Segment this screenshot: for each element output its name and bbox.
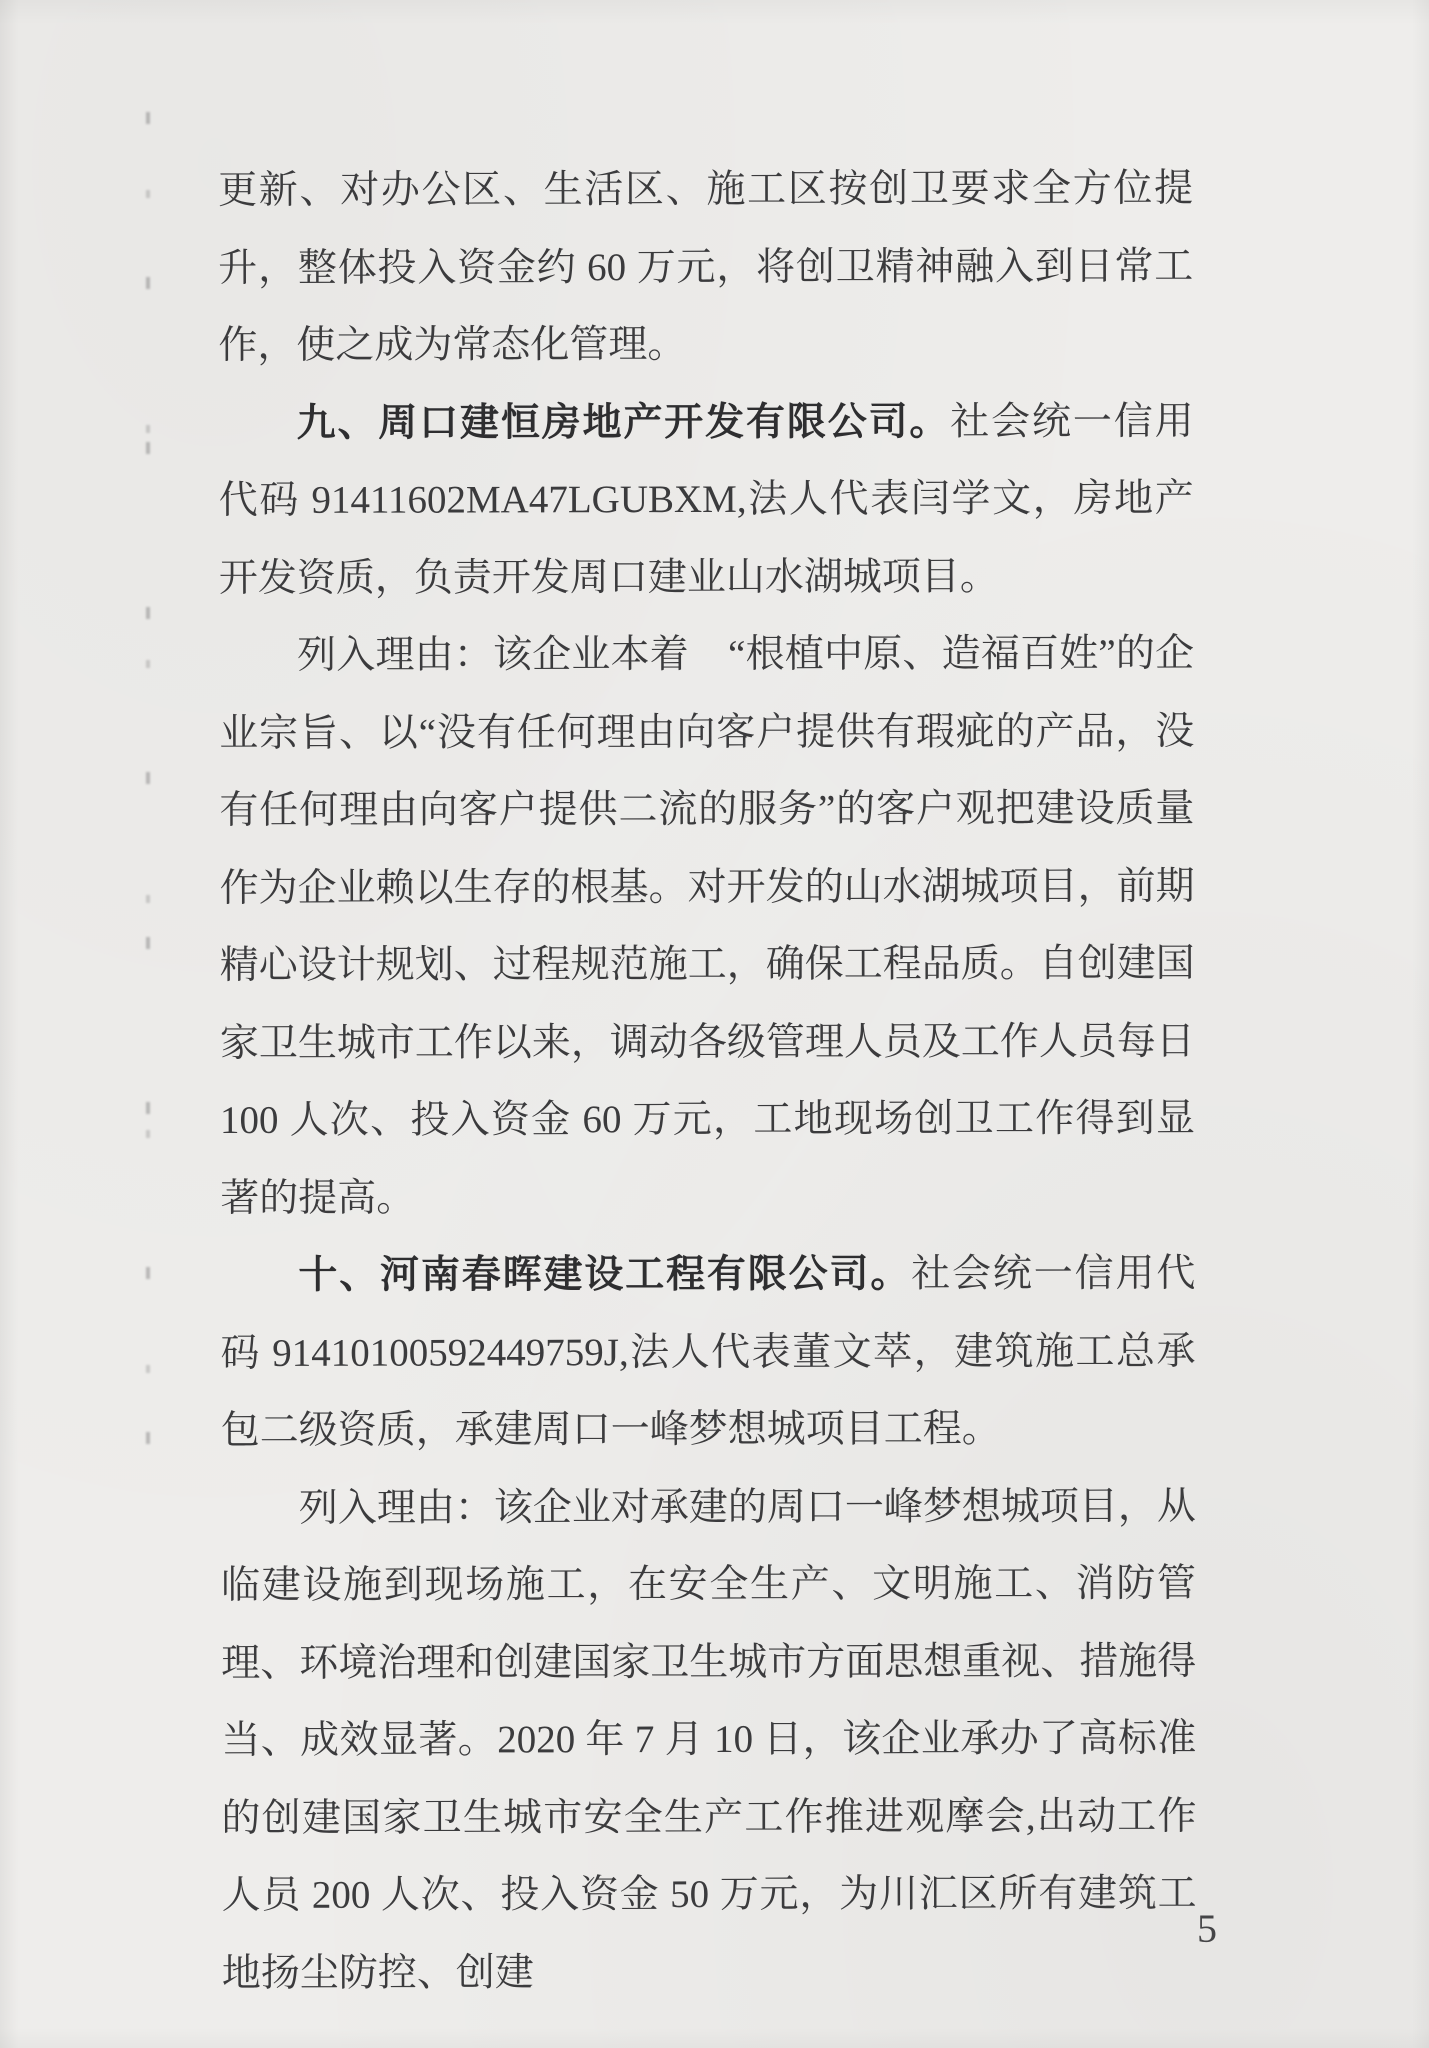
company-10-heading: 十、河南春晖建设工程有限公司。 — [298, 1252, 912, 1297]
paragraph-text: 列入理由：该企业本着 “根植中原、造福百姓”的企业宗旨、以“没有任何理由向客户提供有瑕疵的产品，没有任何理由向客户提供二流的服务”的客户观把建设质量作为企业赖以生存的根基。对开发的山水湖城项目，前期精心设计规划、过程规范施工，确保工程品质。自创建国家卫生城市工作以来，调动各级管理人员及工作人员每日 100 人次、投入资金 60 万元，工地现场创卫工作得到显著的提高。 — [219, 631, 1196, 1220]
scan-fold-artifact — [146, 112, 150, 1532]
document-body — [218, 150, 1197, 2012]
paragraph-company-9-reason — [219, 615, 1195, 1237]
paragraph-text: 更新、对办公区、生活区、施工区按创卫要求全方位提升，整体投入资金约 60 万元，将创卫精神融入到日常工作，使之成为常态化管理。 — [218, 166, 1194, 367]
paragraph-text: 列入理由：该企业对承建的周口一峰梦想城项目，从临建设施到现场施工，在安全生产、文明施工、消防管理、环境治理和创建国家卫生城市方面思想重视、措施得当、成效显著。2020 年 7 月 10 日，该企业承办了高标准的创建国家卫生城市安全生产工作推进观摩会,出动工作人员 200 人次、投入资金 50 万元，为川汇区所有建筑工地扬尘防控、创建 — [220, 1484, 1197, 1995]
paragraph-company-9 — [218, 382, 1193, 617]
paragraph-company-10 — [220, 1235, 1195, 1470]
company-9-details: 社会统一信用代码 91411602MA47LGUBXM,法人代表闫学文，房地产开发资质，负责开发周口建业山水湖城项目。 — [218, 399, 1194, 600]
company-10-details: 社会统一信用代码 91410100592449759J,法人代表董文萃，建筑施工总承包二级资质，承建周口一峰梦想城项目工程。 — [220, 1251, 1196, 1452]
page-number: 5 — [1197, 1906, 1217, 1951]
paragraph-company-10-reason — [221, 1467, 1197, 2012]
company-9-heading: 九、周口建恒房地产开发有限公司。 — [296, 399, 951, 445]
paragraph-continuation — [218, 150, 1193, 385]
